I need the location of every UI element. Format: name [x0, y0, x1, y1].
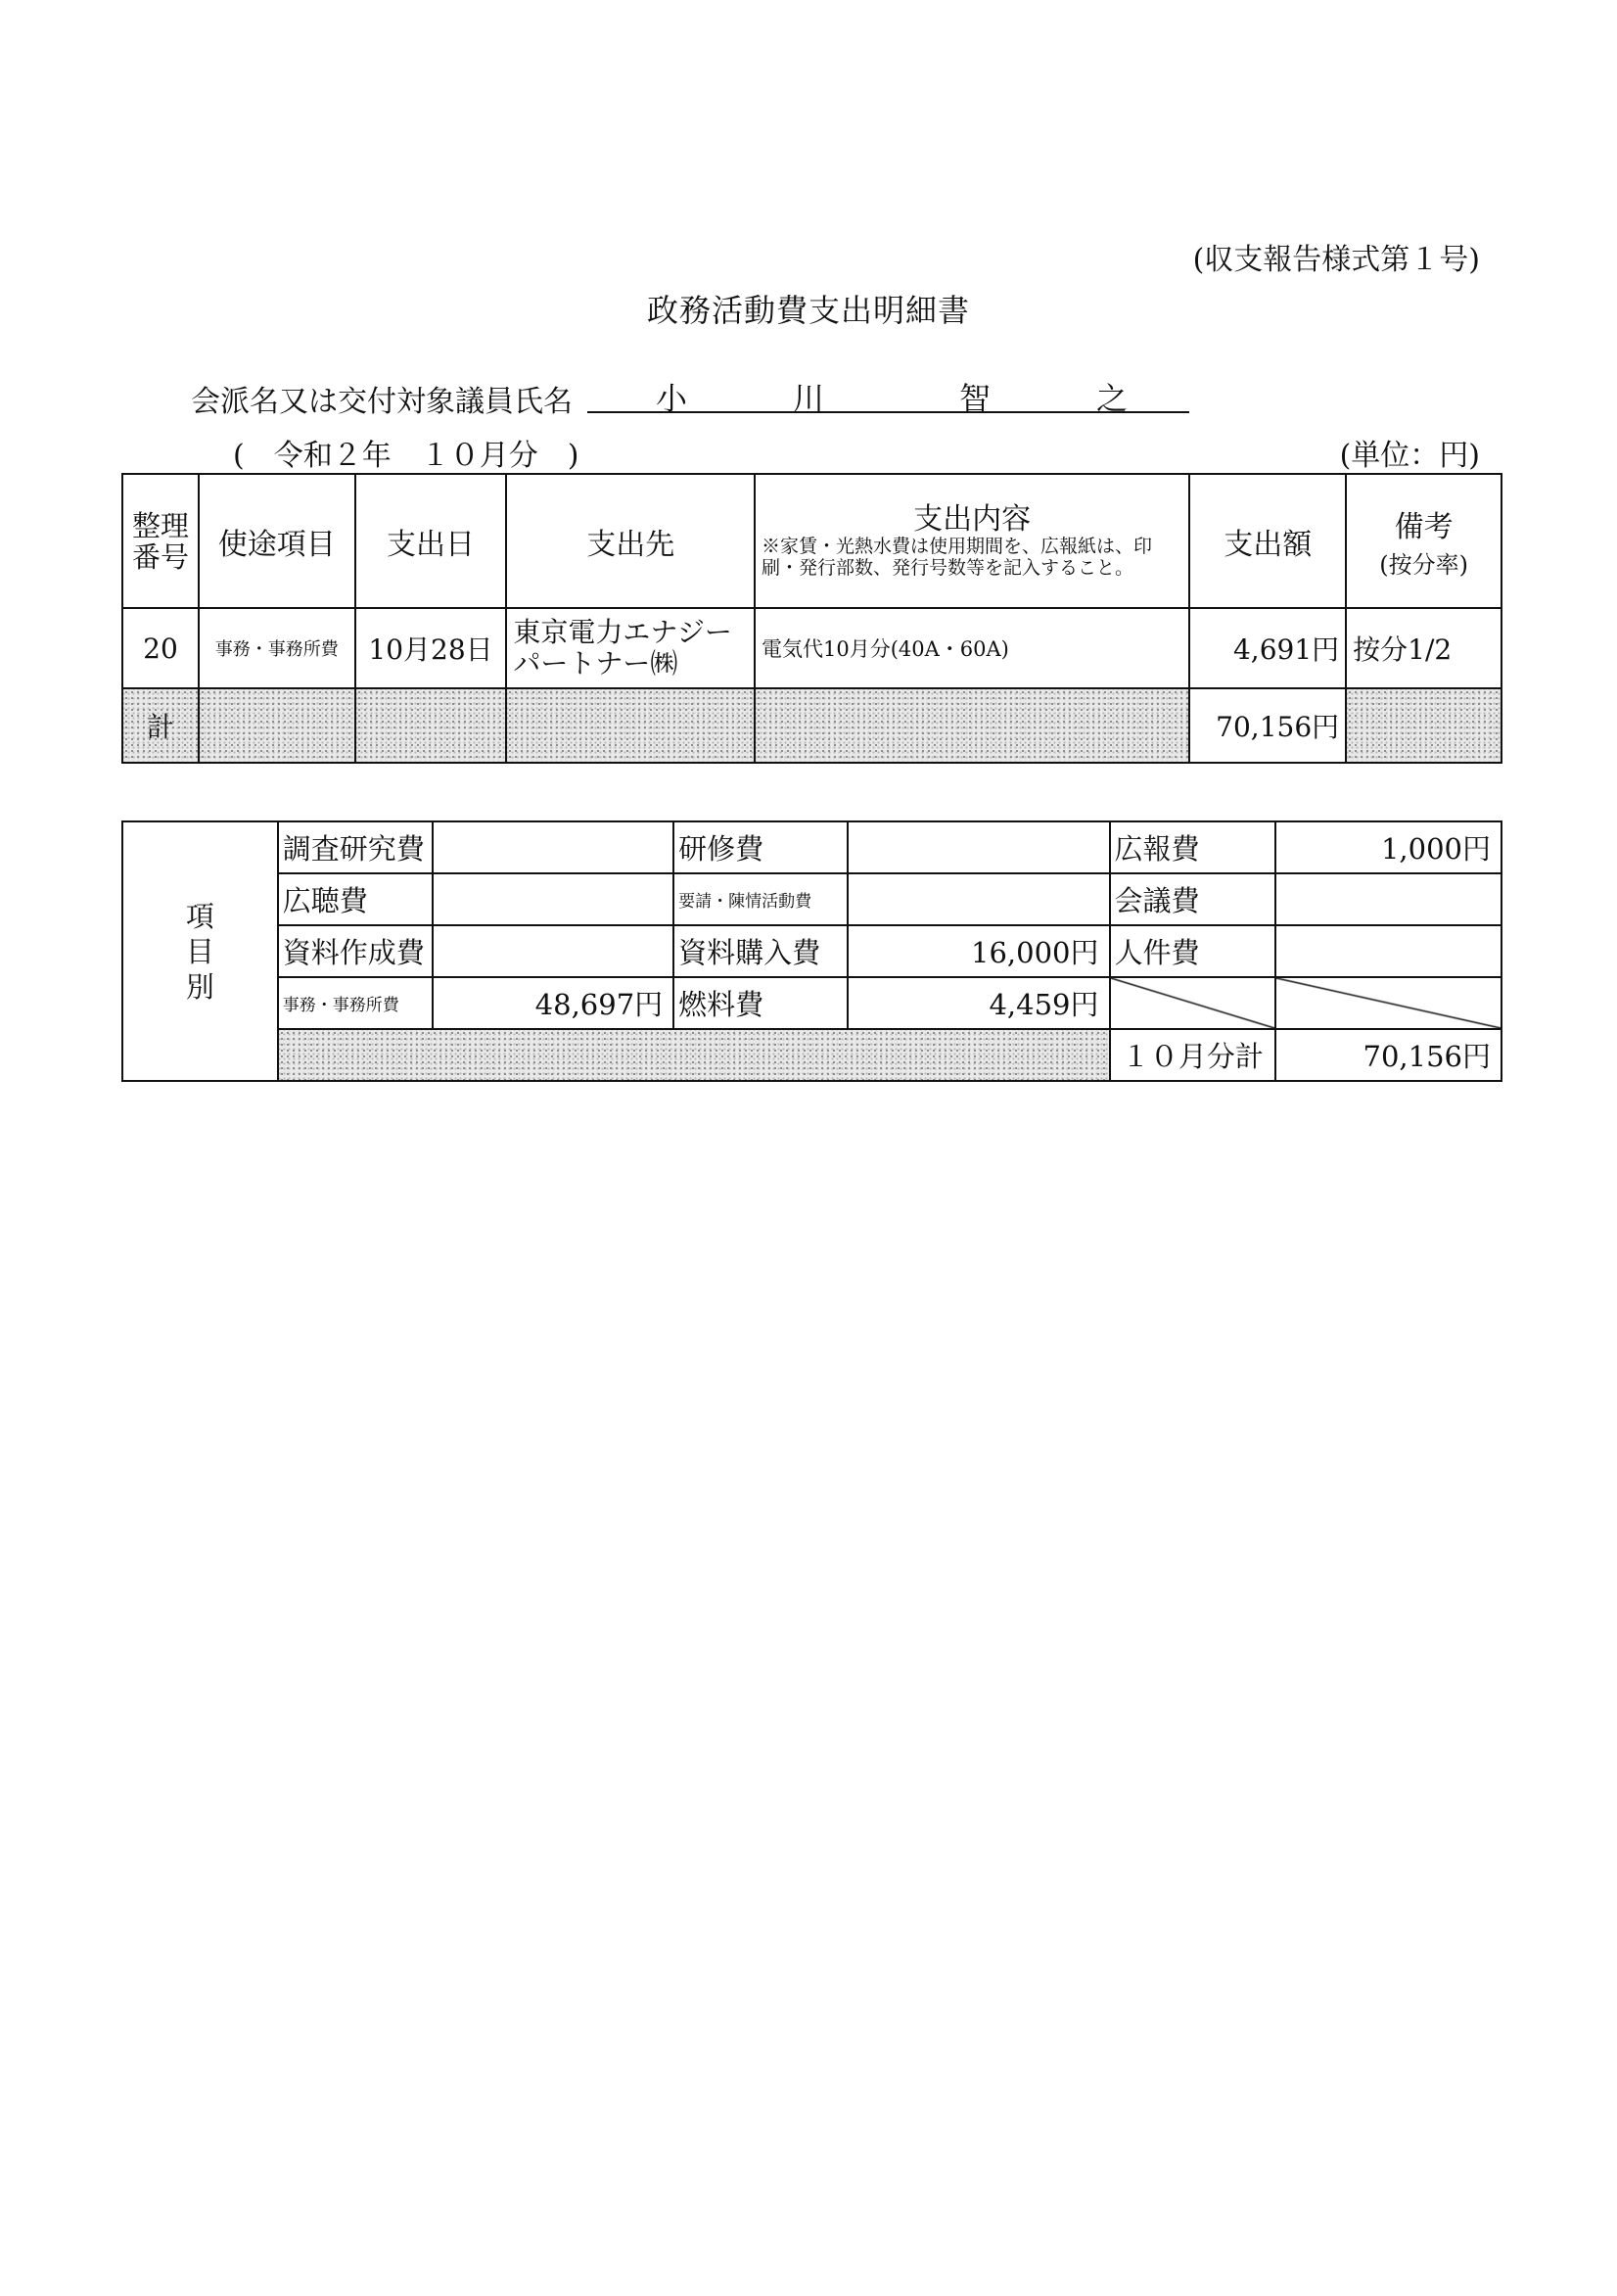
summary-label: 研修費	[673, 821, 848, 873]
summary-value	[1275, 925, 1502, 977]
expenditure-table	[121, 473, 1502, 764]
summary-row	[122, 977, 1502, 1029]
month-total-label: １０月分計	[1110, 1029, 1276, 1081]
member-underline	[587, 411, 1189, 413]
summary-value: 16,000円	[848, 925, 1110, 977]
row-content: 電気代10月分(40A・60A)	[755, 608, 1189, 688]
summary-row	[122, 925, 1502, 977]
shaded-cell	[1346, 688, 1502, 763]
row-amount: 4,691円	[1189, 608, 1346, 688]
header-content-note: ※家賃・光熱水費は使用期間を、広報紙は、印刷・発行部数、発行号数等を記入すること。	[761, 535, 1152, 579]
member-name-char: 小	[656, 380, 688, 417]
document-title: 政務活動費支出明細書	[646, 292, 970, 329]
summary-value	[1275, 873, 1502, 925]
member-label: 会派名又は交付対象議員氏名	[191, 385, 573, 419]
total-amount: 70,156円	[1189, 688, 1346, 763]
summary-value	[433, 821, 673, 873]
summary-value: 48,697円	[433, 977, 673, 1029]
summary-total-row	[122, 1029, 1502, 1081]
unit-label: (単位：円)	[1339, 439, 1480, 473]
table-header-row	[122, 474, 1502, 608]
shaded-cell	[199, 688, 355, 763]
row-category: 事務・事務所費	[199, 608, 355, 688]
header-remarks: 備考 (按分率)	[1346, 474, 1502, 608]
summary-value	[848, 873, 1110, 925]
member-name-char: 智	[959, 380, 992, 417]
category-summary-table	[121, 820, 1502, 1082]
summary-label: 広報費	[1110, 821, 1276, 873]
summary-row	[122, 821, 1502, 873]
summary-value: 4,459円	[848, 977, 1110, 1029]
header-content	[755, 474, 1189, 608]
header-date: 支出日	[355, 474, 507, 608]
row-payee: 東京電力エナジー パートナー㈱	[506, 608, 755, 688]
summary-label: 調査研究費	[278, 821, 434, 873]
summary-label: 会議費	[1110, 873, 1276, 925]
summary-value	[433, 873, 673, 925]
summary-label: 資料作成費	[278, 925, 434, 977]
header-number: 整理 番号	[122, 474, 199, 608]
summary-value: 1,000円	[1275, 821, 1502, 873]
summary-label: 事務・事務所費	[278, 977, 434, 1029]
report-period: ( 令和２年 １０月分 )	[233, 439, 579, 473]
header-amount: 支出額	[1189, 474, 1346, 608]
member-name-char: 川	[793, 380, 825, 417]
total-row	[122, 688, 1502, 763]
summary-label: 燃料費	[673, 977, 848, 1029]
summary-label: 資料購入費	[673, 925, 848, 977]
row-number: 20	[122, 608, 199, 688]
shaded-cell	[278, 1029, 1110, 1081]
shaded-cell	[755, 688, 1189, 763]
row-remarks: 按分1/2	[1346, 608, 1502, 688]
summary-side-label: 項 目 別	[122, 821, 278, 1081]
summary-label: 広聴費	[278, 873, 434, 925]
header-content-title: 支出内容	[913, 501, 1032, 537]
summary-value	[433, 925, 673, 977]
header-payee: 支出先	[506, 474, 755, 608]
total-label: 計	[122, 688, 199, 763]
header-category: 使途項目	[199, 474, 355, 608]
shaded-cell	[355, 688, 507, 763]
form-number: (収支報告様式第１号)	[1192, 243, 1480, 277]
crossed-out-cell	[1275, 977, 1502, 1029]
crossed-out-cell	[1110, 977, 1276, 1029]
summary-value	[848, 821, 1110, 873]
summary-label: 要請・陳情活動費	[673, 873, 848, 925]
shaded-cell	[506, 688, 755, 763]
summary-row	[122, 873, 1502, 925]
month-total-value: 70,156円	[1275, 1029, 1502, 1081]
row-date: 10月28日	[355, 608, 507, 688]
summary-label: 人件費	[1110, 925, 1276, 977]
member-name-char: 之	[1096, 380, 1129, 417]
table-row	[122, 608, 1502, 688]
